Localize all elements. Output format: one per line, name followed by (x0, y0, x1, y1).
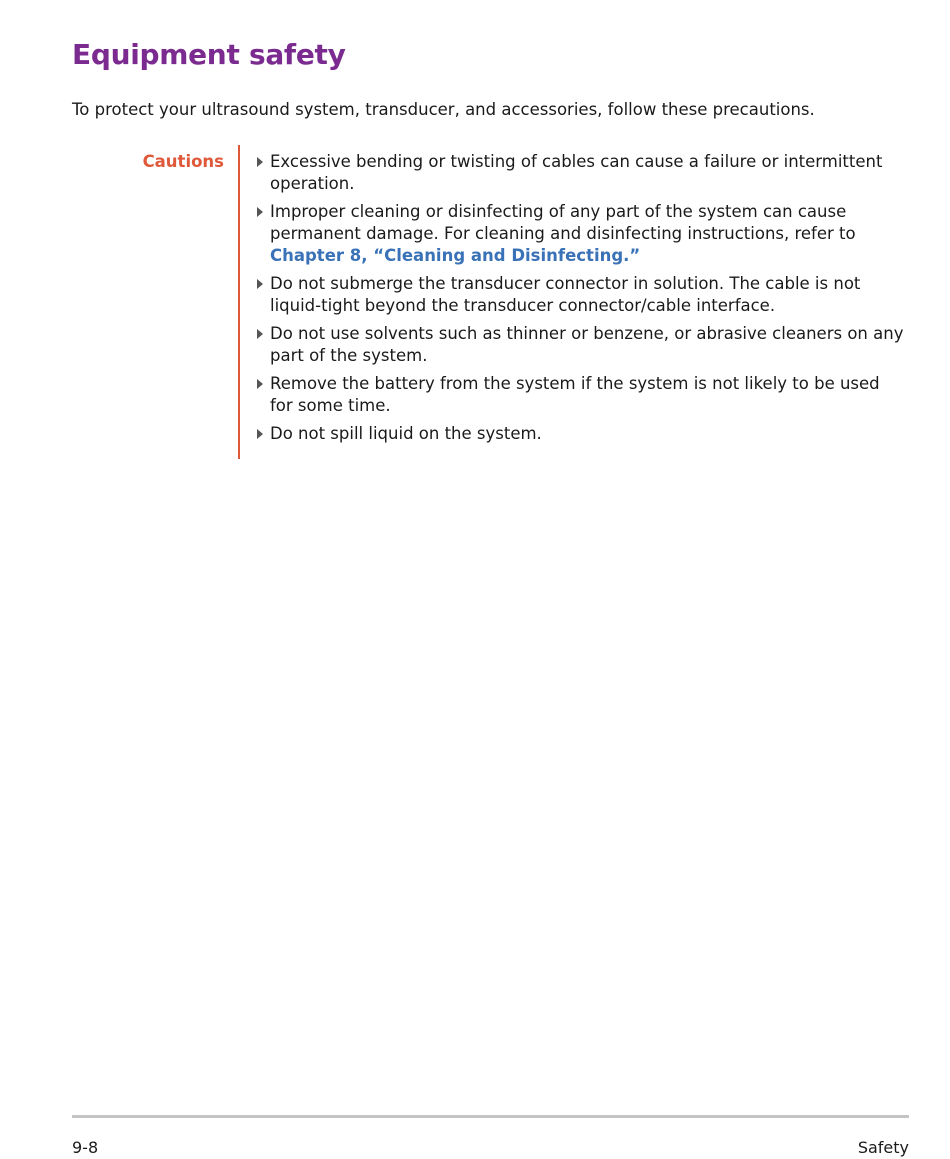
page-title: Equipment safety (72, 38, 346, 71)
caution-item (256, 273, 906, 317)
caution-text: Remove the battery from the system if the system is not likely to be used for some time. (270, 374, 880, 415)
caution-item (256, 201, 906, 267)
caution-text: Do not spill liquid on the system. (270, 424, 542, 443)
caution-text: Excessive bending or twisting of cables can cause a failure or intermittent operation. (270, 152, 883, 193)
caution-item (256, 423, 906, 445)
cautions-divider (238, 145, 240, 459)
caution-item (256, 151, 906, 195)
chapter-link[interactable]: Chapter 8, “Cleaning and Disinfecting.” (270, 246, 641, 265)
triangle-right-icon (257, 207, 263, 217)
footer-divider (72, 1115, 909, 1118)
caution-item (256, 323, 906, 367)
triangle-right-icon (257, 429, 263, 439)
triangle-right-icon (257, 379, 263, 389)
triangle-right-icon (257, 279, 263, 289)
intro-text: To protect your ultrasound system, transducer, and accessories, follow these precautions. (72, 100, 815, 119)
triangle-right-icon (257, 329, 263, 339)
page-number: 9-8 (72, 1138, 99, 1157)
cautions-label: Cautions (142, 152, 224, 171)
caution-text: Do not use solvents such as thinner or benzene, or abrasive cleaners on any part of the system. (270, 324, 904, 365)
triangle-right-icon (257, 157, 263, 167)
section-name: Safety (857, 1138, 909, 1157)
caution-item (256, 373, 906, 417)
cautions-list (256, 151, 906, 451)
caution-text: Do not submerge the transducer connector in solution. The cable is not liquid-tight beyond the transducer connector/cable interface. (270, 274, 861, 315)
caution-text: Improper cleaning or disinfecting of any part of the system can cause permanent damage. For cleaning and disinfecting instructions, refer to (270, 202, 856, 243)
